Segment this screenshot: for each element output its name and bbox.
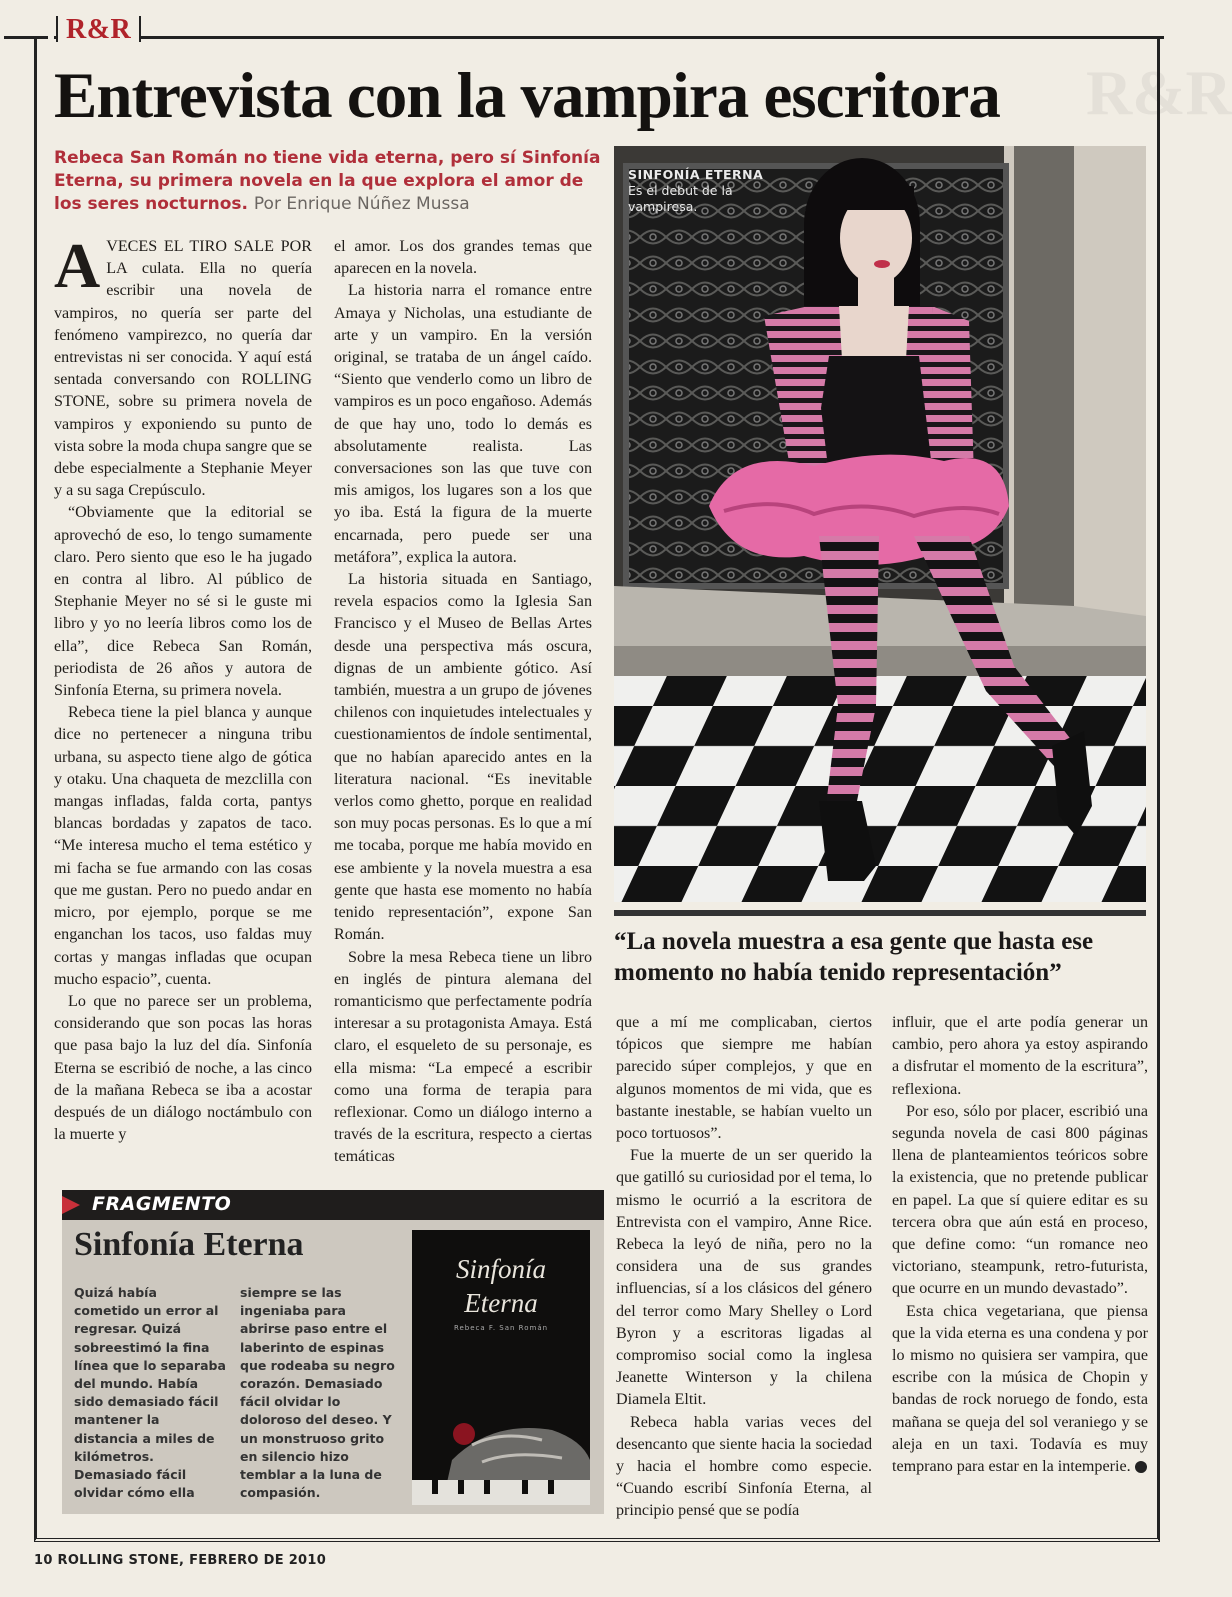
article-column-1 [54,230,312,1146]
paragraph: Esta chica vegetariana, que piensa que la vida eterna es una condena y por lo mismo no quisiera ser vampira, que escribe con la música de Chopin y bandas de rock noruego de fondo, esta mañana se queja del sol veraniego y se aleja en un taxi. Todavía es muy temprano para estar en la intemperie. [892,1302,1148,1476]
ghost-print-through: R&R [1086,57,1232,128]
book-cover-author: Rebeca F. San Román [453,1324,549,1332]
end-mark-icon [1135,1461,1147,1473]
book-cover-art [412,1230,590,1505]
photo-caption-title: SINFONÍA ETERNA [628,167,764,182]
pull-quote: “La novela muestra a esa gente que hasta ese momento no había tenido representación” [614,928,1094,986]
paragraph: Fue la muerte de un ser querido la que gatilló su curiosidad por el tema, lo mismo le ocurrió a la escritora de Entrevista con el vampiro, Anne Rice. Rebeca la leyó de niña, pero no la considera una de sus grandes influencias, sí a los clásicos del género del terror como Mary Shelley o Lord Byron y a escritoras ligadas al compromiso social como la inglesa Jeanette Winterson y la chilena Diamela Eltit. [616,1147,872,1409]
fragment-box [62,1190,604,1514]
fragment-text-col-1: Quizá había cometido un error al regresar. Quizá sobreestimó la fina línea que lo separaba del mundo. Había sido demasiado fácil mantener la distancia a miles de kilómetros. Demasiado fácil olvidar cómo ella [74,1285,226,1501]
book-cover-title: Sinfonía Eterna [455,1254,546,1318]
paragraph: Sobre la mesa Rebeca tiene un libro en inglés de pintura alemana del romanticismo que perfectamente podría interesar a su protagonista Amaya. Está claro, el esqueleto de su personaje, es ella misma: “La empecé a escribir como una forma de terapia para reflexionar. Como un diálogo interno a través de la escritura, respecto a ciertas temáticas [334,948,592,1166]
article-column-4 [892,1012,1148,1478]
page-footer: 10 ROLLING STONE, FEBRERO DE 2010 [34,1553,327,1568]
paragraph: Por eso, sólo por placer, escribió una segunda novela de casi 800 páginas llena de planteamientos teóricos sobre la existencia, que no pretende publicar en papel. La que sí quiere editar es su tercera obra que aún está en proceso, que define como: “un romance neo victoriano, steampunk, retro-futurista, que ocurre en un mundo devastado”. [892,1102,1148,1298]
pull-quote-rule [614,910,1146,916]
book-cover [412,1230,590,1505]
paragraph: que a mí me complicaban, ciertos tópicos que siempre me habían parecido súper complejos, y que en algunos momentos de mi vida, que es bastante inestable, se habían vuelto un poco tortuosos”. [616,1014,872,1143]
article-photo [614,146,1146,902]
photo-illustration [614,146,1146,902]
article-column-2 [334,236,592,1169]
triangle-icon [62,1196,80,1214]
fragment-title: Sinfonía Eterna [74,1226,304,1263]
byline: Por Enrique Núñez Mussa [253,194,470,214]
paragraph: La historia narra el romance entre Amaya y Nicholas, una estudiante de arte y un vampiro. En la versión original, se trataba de un ángel caído. “Siento que venderlo como un libro de vampiros es un poco engañoso. Además de que hay uno, todo lo demás es absolutamente realista. Las conversaciones son las que tuve con mis amigos, los lugares son a los que yo iba. Está la figura de la muerte encarnada, pero puede ser una metáfora”, explica la autora. [334,282,592,566]
headline: Entrevista con la vampira escritora [54,60,1000,132]
paragraph: Lo que no parece ser un problema, considerando que son pocas las horas que pasa bajo la luz del día. Sinfonía Eterna se escribió de noche, a las cinco de la mañana Rebeca se iba a acostar después de un diálogo noctámbulo con la muerte y [54,992,312,1144]
paragraph: Rebeca tiene la piel blanca y aunque dice no pertenecer a ninguna tribu urbana, su aspecto tiene algo de gótica y otaku. Una chaqueta de mezclilla con mangas infladas, falda corta, pantys blancas bordadas y zapatos de taco. “Me interesa mucho el tema estético y mi facha se fue armando con las cosas que me gustan. Pero no puedo andar en micro, por ejemplo, porque se me enganchan los tacos, uso faldas muy cortas y mangas infladas que ocupan mucho espacio”, cuenta. [54,704,312,988]
paragraph: AVECES EL TIRO SALE POR LA culata. Ella no quería escribir una novela de vampiros, no quería ser parte del fenómeno vampirezco, no quería dar entrevistas ni ser conocida. Y aquí está sentada conversando con ROLLING STONE, sobre su primera novela de vampiros y exponiendo su punto de vista sobre la moda chupa sangre que se debe especialmente a Stephanie Meyer y a su saga Crepúsculo. [54,230,312,500]
paragraph: La historia situada en Santiago, revela espacios como la Iglesia San Francisco y el Museo de Bellas Artes desde una perspectiva más oscura, dignas de un ambiente gótico. Así también, muestra a un grupo de jóvenes chilenos con inquietudes intelectuales y cuestionamientos de índole sentimental, que no habían aparecido antes en la literatura nacional. “Es inevitable verlos como ghetto, porque en realidad son muy pocas personas. Es lo que a mí me tocaba, porque me había movido en ese ambiente y la novela muestra a esa gente que hasta ese momento no había tenido representación”, expone San Román. [334,571,592,944]
paragraph: influir, que el arte podía generar un cambio, pero ahora ya estoy aspirando a disfrutar el momento de la escritura”, reflexiona. [892,1014,1148,1098]
paragraph: “Obviamente que la editorial se aprovechó de eso, lo tengo sumamente claro. Pero siento que eso le ha jugado en contra al libro. Al público de Stephanie Meyer no sé si le guste mi libro y yo no leería libros como los de ella”, dice Rebeca San Román, periodista de 26 años y autora de Sinfonía Eterna, su primera novela. [54,504,312,700]
fragment-header [62,1190,604,1220]
fragment-text-col-2: siempre se las ingeniaba para abrirse paso entre el laberinto de espinas que rodeaba su negro corazón. Demasiado fácil olvidar lo doloroso del deseo. Y un monstruoso grito en silencio hizo temblar a la luna de compasión. [240,1285,395,1501]
photo-caption-text: Es el debut de la vampiresa. [628,183,733,214]
photo-caption [628,167,788,215]
fragment-label: FRAGMENTO [92,1193,232,1215]
section-tag: R&R [56,16,141,42]
paragraph: el amor. Los dos grandes temas que aparecen en la novela. [334,238,592,278]
deck [54,147,614,216]
dropcap: A [54,230,101,301]
deck-text: Rebeca San Román no tiene vida eterna, pero sí Sinfonía Eterna, su primera novela en la que explora el amor de los seres nocturnos. [54,148,601,214]
article-column-3 [616,1012,872,1523]
paragraph: Rebeca habla varias veces del desencanto que siente hacia la sociedad y hacia el hombre como especie. “Cuando escribí Sinfonía Eterna, al principio pensé que se podía [616,1413,872,1520]
